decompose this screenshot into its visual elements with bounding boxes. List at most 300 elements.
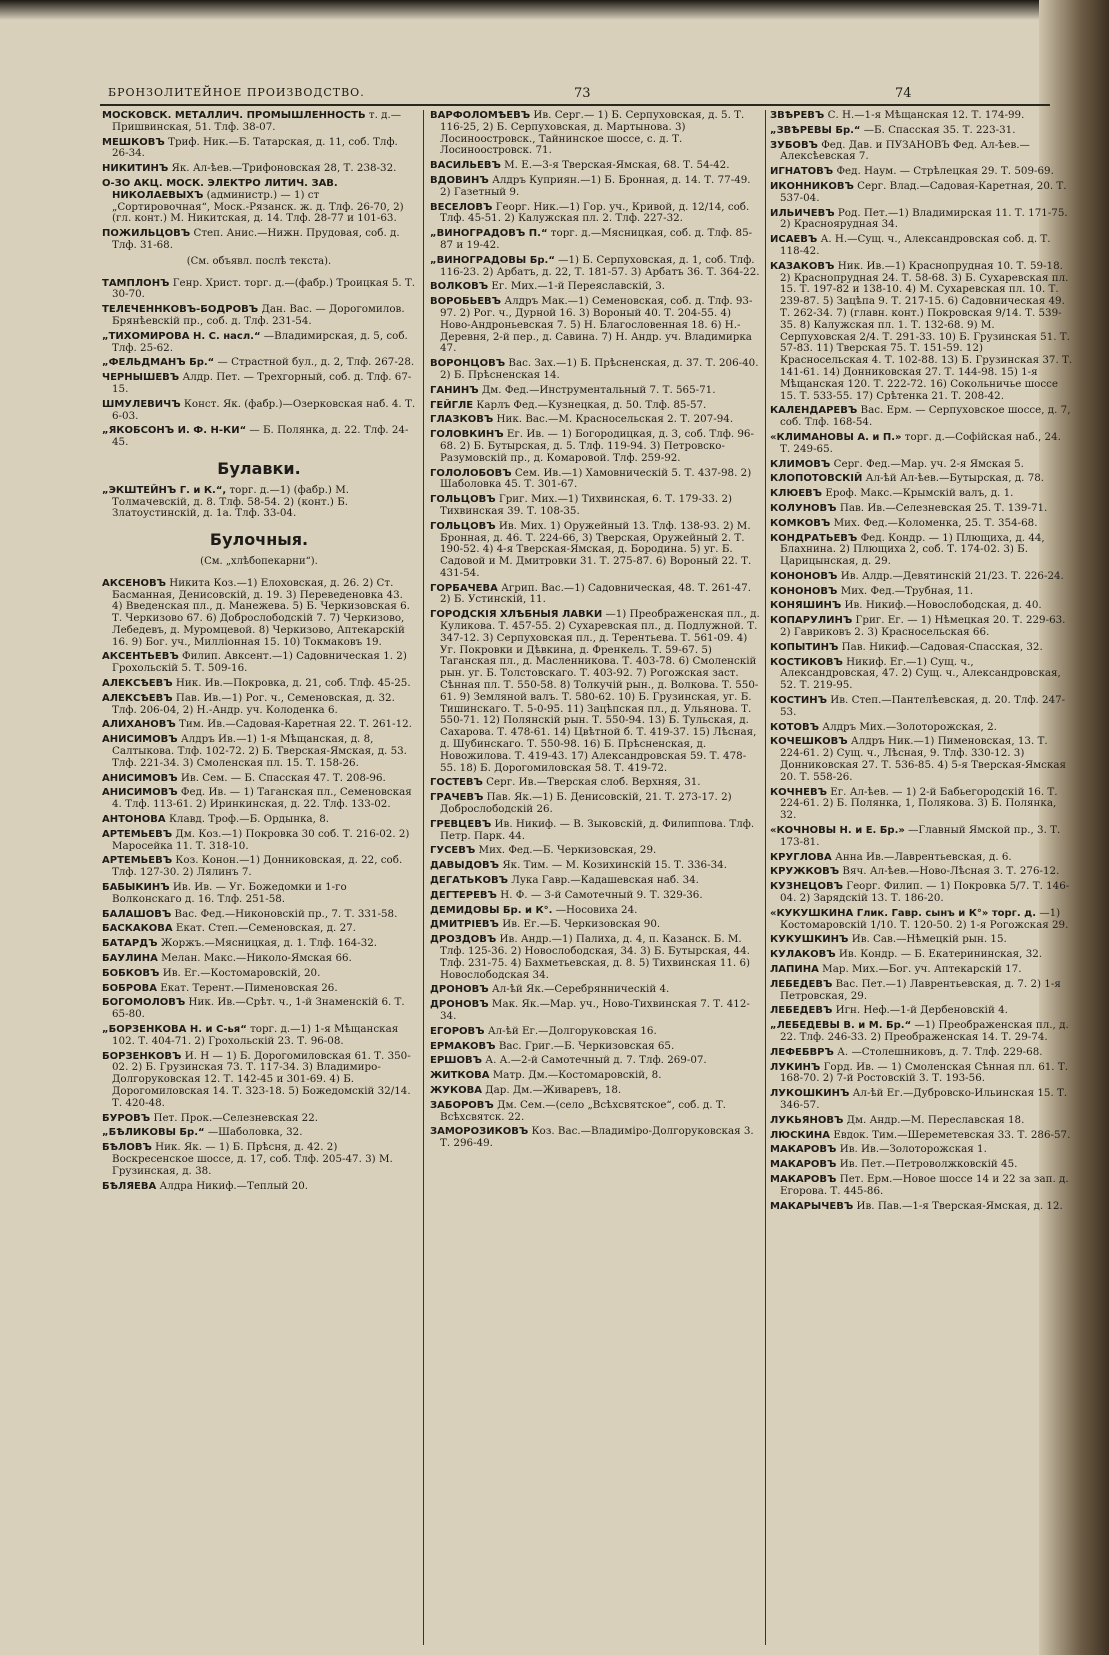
directory-entry xyxy=(430,1126,760,1150)
entry-details: Мар. Мих.—Бог. уч. Аптекарскій 17. xyxy=(818,963,1022,975)
entry-name: „ЯКОБСОНЪ И. Ф. Н-КИ“ xyxy=(102,425,247,437)
directory-entry xyxy=(430,468,760,492)
entry-details: Ив. Сав.—Нѣмецкій рын. 15. xyxy=(848,933,1007,946)
directory-entry xyxy=(102,773,416,785)
entry-details: Пав. Ив.—Селезневская 25. Т. 139-71. xyxy=(836,501,1048,514)
directory-entry xyxy=(430,875,760,887)
directory-entry xyxy=(102,719,416,731)
entry-details: Дм. Андр.—М. Переславская 18. xyxy=(843,1113,1025,1126)
entry-name: ЗУБОВЪ xyxy=(770,139,818,151)
entry-name: ДЕГАТЬКОВЪ xyxy=(430,875,508,887)
directory-entry xyxy=(770,1201,1074,1213)
entry-details: Ег. Мих.—1-й Переяславскій, 3. xyxy=(488,280,666,293)
entry-details: Григ. Мих.—1) Тихвинская, 6. Т. 179-33. 2) Тихвинская 39. Т. 108-35. xyxy=(440,493,733,517)
entry-name: „ЗВѢРЕВЫ Бр.“ xyxy=(770,124,861,136)
entry-details: Ал-ѣй Ег.—Долгоруковская 16. xyxy=(484,1024,657,1037)
entry-name: „БОРЗЕНКОВА Н. и С-ья“ xyxy=(102,1024,247,1035)
entry-details: Ив. Ив. — Уг. Божедомки и 1-го Волконскаго д. 16. Тлф. 251-58. xyxy=(112,881,347,905)
entry-details: Н. Ф. — 3-й Самотечный 9. Т. 329-36. xyxy=(496,888,703,901)
entry-name: О-ЗО АКЦ. МОСК. ЭЛЕКТРО ЛИТИЧ. ЗАВ. НИКОЛАЕВЫХЪ xyxy=(102,177,338,201)
entry-name: ДРОНОВЪ xyxy=(430,999,489,1011)
directory-entry xyxy=(102,968,416,980)
entry-details: Алдръ Куприян.—1) Б. Бронная, д. 14. Т. 77-49. 2) Газетный 9. xyxy=(440,173,751,198)
directory-entry xyxy=(770,488,1074,500)
entry-details: Мих. Фед.—Б. Черкизовская, 29. xyxy=(475,844,657,857)
entries-metal-industry xyxy=(102,110,416,252)
entry-name: ГОЛЬЦОВЪ xyxy=(430,520,496,532)
entry-details: Коз. Вас.—Владиміро-Долгоруковская 3. Т. 296-49. xyxy=(440,1125,754,1150)
entry-name: ГРАЧЕВЪ xyxy=(430,792,484,804)
entry-details: Григ. Ег. — 1) Нѣмецкая 20. Т. 229-63. 2) Гавриковъ 2. 3) Красносельская 66. xyxy=(780,614,1066,639)
entry-name: КУКУШКИНЪ xyxy=(770,934,849,946)
entry-details: Ник. Ив.—1) Краснопрудная 10. Т. 59-18. 2) Краснопрудная 24. Т. 58-68. 3) Б. Сухаревская пл. 15. Т. 197-82 и 138-10. 4) М. Сухаревская пл. 10. Т. 239-87. 5) Зацѣпа 9. Т. 217-15. 6) Садовническая 49. Т. 262-34. 7) (главн. конт.) Покровская 9/14. Т. 539-35. 8) Калужская пл. 1. Т. 132-68. 9) М. Серпуховская 2/4. Т. 291-33. 10) Б. Грузинская 51. Т. 57-83. 11) Тверская 75. Т. 151-59. 12) Красносельская 4. Т. 102-88. 13) Б. Грузинская 37. Т. 141-61. 14) Донниковская 27. Т. 144-98. 15) 1-я Мѣщанская 120. Т. 222-72. 16) Сокольничье шоссе 15. Т. 533-55. 17) Срѣтенка 21. Т. 208-42. xyxy=(780,259,1073,402)
entry-details: Никита Коз.—1) Елоховская, д. 26. 2) Ст. Басманная, Денисовскій, д. 19. 3) Переведеновка 43. 4) Введенская пл., д. Манежева. 5) Б. Черкизовская 6. Т. Черкизово 67. 6) Доброслободскій 7. 7) Черкизово, Лебедевъ, д. Муромцевой. 8) Черкизово, Аптекарскій 16. 9) Бог. уч., Милліонная 15. 10) Токмаковъ 19. xyxy=(112,576,410,648)
entry-details: —1) Преображенская пл., д. Куликова. Т. 457-55. 2) Сухаревская пл., д. Подлужной. Т. 347-12. 3) Серпуховская пл., д. Терентьева. Т. 561-09. 4) Уг. Покровки и Дѣвкина, д. Френкель. Т. 59-67. 5) Таганская пл., д. Масленникова. Т. 403-78. 6) Смоленскій рын. уг. Б. Толстовскаго. Т. 403-92. 7) Рогожская заст. Сѣнная пл. Т. 550-58. 8) Толкучій рын., д. Волкова. Т. 550-61. 9) Земляной валъ. Т. 580-62. 10) Б. Грузинская, уг. Б. Тишинскаго. Т. 5-0-95. 11) Зацѣпская пл., д. Ульянова. Т. 550-71. 12) Полянскій рын. Т. 550-94. 13) Б. Тульская, д. Сахарова. Т. 478-61. 14) Цвѣтной б. Т. 419-37. 15) Лѣсная, д. Шубинскаго. Т. 550-98. 16) Б. Прѣсненская, д. Новожилова. Т. 419-43. 17) Александровская 59. Т. 478-55. 18) Б. Дорогомиловская 58. Т. 419-72. xyxy=(440,608,760,774)
directory-entry xyxy=(430,792,760,816)
entry-details: Екат. Степ.—Семеновская, д. 27. xyxy=(172,922,356,935)
entry-details: С. Н.—1-я Мѣщанская 12. Т. 174-99. xyxy=(824,110,1025,121)
directory-entry xyxy=(102,163,416,175)
entry-details: И. Н — 1) Б. Дорогомиловская 61. Т. 350-02. 2) Б. Грузинская 73. Т. 117-34. 3) Владимиро-Долгоруковская 12. Т. 142-45 и 301-69. 4) Б. Дорогомиловская 14. Т. 323-18. 5) Божедомскій 32/14. Т. 420-48. xyxy=(112,1049,411,1109)
entry-details: Алдръ Мак.—1) Семеновская, соб. д. Тлф. 93-97. 2) Рог. ч., Дурной 16. 3) Вороный 40. Т. 204-55. 4) Ново-Андроньевская 7. 5) Н. Благословенная 18. 6) Н.-Деревня, 2-й пер., д. Савина. 7) Н. Андр. уч. Владимирка 47. xyxy=(440,295,753,355)
directory-entry xyxy=(102,278,416,302)
directory-entry xyxy=(102,1113,416,1125)
entries-bulavki xyxy=(102,485,416,520)
directory-entry xyxy=(102,882,416,906)
directory-entry xyxy=(102,693,416,717)
column-rule-2 xyxy=(765,110,766,1645)
directory-entry xyxy=(430,1100,760,1124)
directory-entry xyxy=(102,938,416,950)
entry-details: М. Е.—3-я Тверская-Ямская, 68. Т. 54-42. xyxy=(500,159,730,172)
entry-name: «КОЧНОВЫ Н. и Е. Бр.» xyxy=(770,825,905,837)
entry-details: Ив. Ег.—Б. Черкизовская 90. xyxy=(498,918,661,931)
entry-name: КОНОНОВЪ xyxy=(770,585,838,597)
directory-entry xyxy=(770,503,1074,515)
entry-name: ВОРОНЦОВЪ xyxy=(430,358,506,370)
column-3 xyxy=(770,110,1074,1645)
entry-name: БОБРОВА xyxy=(102,982,157,994)
entry-details: Ал-ѣй Ал-ѣев.—Бутырская, д. 78. xyxy=(862,472,1045,485)
entry-name: ЗВѢРЕВЪ xyxy=(770,110,825,121)
entry-details: А. А.—2-й Самотечный д. 7. Тлф. 269-07. xyxy=(482,1054,707,1067)
entry-details: Алдръ Мих.—Золоторожская, 2. xyxy=(819,720,997,733)
directory-entry xyxy=(430,281,760,293)
directory-entry xyxy=(770,571,1074,583)
entry-name: МОСКОВСК. МЕТАЛЛИЧ. ПРОМЫШЛЕННОСТЬ xyxy=(102,110,366,121)
running-title: БРОНЗОЛИТЕЙНОЕ ПРОИЗВОДСТВО. xyxy=(108,86,365,99)
entry-name: ЕРМАКОВЪ xyxy=(430,1040,496,1052)
entry-details: —Главный Ямской пр., 3. Т. 173-81. xyxy=(780,824,1061,848)
entry-details: Карлъ Фед.—Кузнецкая, д. 50. Тлф. 85-57. xyxy=(473,398,707,411)
entry-details: Коз. Конон.—1) Донниковская, д. 22, соб. Тлф. 127-30. 2) Лялинъ 7. xyxy=(112,854,403,879)
directory-entry xyxy=(430,999,760,1023)
directory-entry xyxy=(430,228,760,252)
entry-name: БАЛАШОВЪ xyxy=(102,908,172,920)
entry-details: Ив. Никиф. — В. Зыковскій, д. Филиппова. Тлф. Петр. Парк. 44. xyxy=(440,817,755,842)
directory-entry xyxy=(770,979,1074,1003)
entry-name: АРТЕМЬЕВЪ xyxy=(102,855,173,867)
entry-name: ЛУКОШКИНЪ xyxy=(770,1088,850,1100)
entry-details: Пав. Ив.—1) Рог. ч., Семеновская, д. 32. Тлф. 206-04, 2) Н.-Андр. уч. Колоденка 6. xyxy=(112,691,395,716)
directory-entry xyxy=(770,600,1074,612)
directory-entry xyxy=(770,1062,1074,1086)
entry-name: КОЛУНОВЪ xyxy=(770,502,837,514)
entry-details: Мих. Фед.—Коломенка, 25. Т. 354-68. xyxy=(830,516,1038,529)
entry-details: Вас. Ерм. — Серпуховское шоссе, д. 7, соб. Тлф. 168-54. xyxy=(780,404,1071,429)
directory-entry xyxy=(102,399,416,423)
directory-entry xyxy=(430,845,760,857)
entry-name: КЛЮЕВЪ xyxy=(770,488,823,500)
entry-details: Сем. Ив.—1) Хамовническій 5. Т. 437-98. 2) Шаболовка 45. Т. 301-67. xyxy=(440,466,752,491)
directory-entry xyxy=(770,1159,1074,1171)
entry-name: МЕШКОВЪ xyxy=(102,136,165,148)
entry-details: Ив. Сем. — Б. Спасская 47. Т. 208-96. xyxy=(177,771,386,784)
entry-name: ТАМПЛОНЪ xyxy=(102,277,170,289)
entry-details: Ив. Ег.—Костомаровскій, 20. xyxy=(159,966,321,979)
entry-name: АЛЕКСѢЕВЪ xyxy=(102,692,173,704)
entry-name: КАЛЕНДАРЕВЪ xyxy=(770,405,858,417)
directory-entry xyxy=(102,304,416,328)
entry-details: Фед. Дав. и ПУЗАНОВЪ Фед. Ал-ѣев.—Алексѣевская 7. xyxy=(780,138,1030,163)
entry-details: т. д.—Пришвинская, 51. Тлф. 38-07. xyxy=(112,110,402,133)
page-number-right: 74 xyxy=(895,86,912,101)
entry-details: Клавд. Троф.—Б. Ордынка, 8. xyxy=(165,813,330,826)
entry-details: Алдръ Ник.—1) Пименовская, 13. Т. 224-61. 2) Сущ. ч., Лѣсная, 9. Тлф. 330-12. 3) Донниковская 27. Т. 536-85. 4) 5-я Тверская-Ямская 20. Т. 558-26. xyxy=(780,735,1067,783)
directory-entry xyxy=(102,678,416,690)
entry-details: —1) Костомаровскій 1/10. Т. 120-50. 2) 1-я Рогожская 29. xyxy=(780,906,1069,931)
entry-details: Ив. Кондр. — Б. Екатерининская, 32. xyxy=(835,948,1043,961)
directory-entry xyxy=(102,997,416,1021)
entry-name: „ЭКШТЕЙНЪ Г. и К.“, xyxy=(102,484,227,496)
entry-name: „БѢЛИКОВЫ Бр.“ xyxy=(102,1127,205,1139)
entry-details: Тим. Ив.—Садовая-Каретная 22. Т. 261-12. xyxy=(175,718,412,731)
directory-entry xyxy=(770,736,1074,783)
entry-details: Як. Ал-ѣев.—Трифоновская 28, Т. 238-32. xyxy=(168,162,397,175)
entry-details: Горд. Ив. — 1) Смоленская Сѣнная пл. 61. Т. 168-70. 2) 7-й Ростовскій 3. Т. 193-56. xyxy=(780,1060,1068,1085)
header-rule xyxy=(100,104,1050,106)
directory-entry xyxy=(770,181,1074,205)
entry-details: Триф. Ник.—Б. Татарская, д. 11, соб. Тлф. 26-34. xyxy=(112,135,398,160)
entry-details: торг. д.—1) (фабр.) М. Толмачевскій, д. 8. Тлф. 58-54. 2) (конт.) Б. Златоустинскій, д. 1а. Тлф. 33-04. xyxy=(112,483,350,520)
directory-entry xyxy=(430,583,760,607)
entry-name: ВЕСЕЛОВЪ xyxy=(430,201,493,213)
directory-entry xyxy=(102,178,416,225)
entry-details: Пав. Як.—1) Б. Денисовскій, 21. Т. 273-17. 2) Доброслободскій 26. xyxy=(440,791,732,816)
directory-entry xyxy=(430,110,760,157)
entry-name: КОНОНОВЪ xyxy=(770,570,838,582)
entry-name: ЕРШОВЪ xyxy=(430,1055,483,1067)
directory-entry xyxy=(430,1026,760,1038)
entry-details: Мих. Фед.—Трубная, 11. xyxy=(837,584,974,597)
directory-entry xyxy=(770,866,1074,878)
entry-name: ДРОЗДОВЪ xyxy=(430,934,497,946)
directory-entry xyxy=(770,208,1074,232)
directory-entry xyxy=(430,1085,760,1097)
entry-details: —Шаболовка, 32. xyxy=(204,1126,303,1139)
directory-entry xyxy=(430,160,760,172)
directory-entry xyxy=(102,137,416,161)
entry-details: Вас. Фед.—Никоновскій пр., 7. Т. 331-58. xyxy=(171,907,398,920)
directory-entry xyxy=(430,429,760,464)
entry-details: —1) Б. Серпуховская, д. 1, соб. Тлф. 116-23. 2) Арбатъ, д. 22, Т. 181-57. 3) Арбатъ 36. Т. 364-22. xyxy=(440,253,760,278)
entry-name: ГЕЙГЛЕ xyxy=(430,399,474,411)
entry-details: Мак. Як.—Мар. уч., Ново-Тихвинская 7. Т. 412-34. xyxy=(440,998,750,1022)
directory-entry xyxy=(430,358,760,382)
entry-details: Фед. Наум. — Стрѣлецкая 29. Т. 509-69. xyxy=(833,165,1054,178)
directory-entry xyxy=(770,234,1074,258)
entry-name: БОРЗЕНКОВЪ xyxy=(102,1050,182,1062)
entry-name: ТЕЛЕЧЕННКОВЪ-БОДРОВЪ xyxy=(102,304,259,316)
entry-details: Алдр. Пет. — Трехгорный, соб. д. Тлф. 67-15. xyxy=(112,371,412,395)
entry-name: АЛИХАНОВЪ xyxy=(102,719,176,731)
directory-entry xyxy=(430,255,760,279)
directory-entry xyxy=(770,459,1074,471)
entry-details: Ив. Серг.— 1) Б. Серпуховская, д. 5. Т. 116-25, 2) Б. Серпуховская, д. Мартынова. 3) Лосиноостровск., Тайнинское шоссе, с. д. Т. Лосиноостровск. 71. xyxy=(440,110,745,157)
directory-entry xyxy=(102,787,416,811)
entry-name: КОЧЕШКОВЪ xyxy=(770,736,848,748)
directory-entry xyxy=(102,110,416,134)
entry-details: Род. Пет.—1) Владимирская 11. Т. 171-75. 2) Красноярудная 34. xyxy=(780,206,1068,231)
entry-name: ГЛАЗКОВЪ xyxy=(430,414,494,426)
directory-entry xyxy=(430,1070,760,1082)
column-1 xyxy=(102,110,416,1645)
directory-entry xyxy=(430,890,760,902)
entry-details: Ник. Вас.—М. Красносельская 2. Т. 207-94. xyxy=(493,413,734,426)
directory-entry xyxy=(102,983,416,995)
note-see-bakeries: (См. „хлѣбопекарни“). xyxy=(200,555,318,567)
entry-name: ВОЛКОВЪ xyxy=(430,281,489,293)
directory-entry xyxy=(102,814,416,826)
entry-name: ЖУКОВА xyxy=(430,1084,482,1096)
directory-entry xyxy=(770,949,1074,961)
directory-entry xyxy=(102,425,416,449)
entry-name: НИКИТИНЪ xyxy=(102,163,169,175)
entry-name: МАКАРОВЪ xyxy=(770,1173,837,1185)
entry-details: Филип. Авксент.—1) Садовническая 1. 2) Грохольскій 5. Т. 509-16. xyxy=(112,650,407,675)
entry-details: Агрип. Вас.—1) Садовническая, 48. Т. 261-47. 2) Б. Устинскій, 11. xyxy=(440,581,751,606)
directory-entry xyxy=(770,722,1074,734)
directory-entry xyxy=(430,777,760,789)
entry-name: „ТИХОМИРОВА Н. С. насл.“ xyxy=(102,330,261,342)
entry-name: ДЕГТЕРЕВЪ xyxy=(430,889,497,901)
entry-name: ДАВЫДОВЪ xyxy=(430,860,500,872)
directory-entry xyxy=(770,110,1074,122)
entry-details: Ив. Степ.—Пантелѣевская, д. 20. Тлф. 247-53. xyxy=(780,694,1066,718)
directory-entry xyxy=(430,414,760,426)
entry-name: ИКОННИКОВЪ xyxy=(770,180,854,192)
entry-name: ЕГОРОВЪ xyxy=(430,1025,485,1037)
entry-details: Фед. Кондр. — 1) Плющиха, д. 44, Блахнина. 2) Плющиха 2, соб. Т. 174-02. 3) Б. Царицынская, д. 29. xyxy=(780,531,1045,568)
entry-name: МАКАРОВЪ xyxy=(770,1159,837,1171)
entry-name: КОСТИНЪ xyxy=(770,695,827,707)
entry-name: ГАНИНЪ xyxy=(430,384,479,396)
entry-details: Анна Ив.—Лаврентьевская, д. 6. xyxy=(831,850,1012,863)
entries-bulochnye xyxy=(102,578,416,1193)
entry-details: —1) Преображенская пл., д. 22. Тлф. 246-33. 2) Преображенская 14. Т. 29-74. xyxy=(780,1019,1069,1043)
directory-entry xyxy=(102,1127,416,1139)
entry-name: АНИСИМОВЪ xyxy=(102,734,178,746)
directory-entry xyxy=(102,1051,416,1110)
entry-name: КОЧНЕВЪ xyxy=(770,786,827,798)
entry-details: Серг. Ив.—Тверская слоб. Верхняя, 31. xyxy=(482,776,701,789)
entry-name: АРТЕМЬЕВЪ xyxy=(102,828,173,840)
entry-name: БАТАРДЪ xyxy=(102,938,158,950)
entry-name: ГОРОДСКІЯ ХЛѢБНЫЯ ЛАВКИ xyxy=(430,609,603,621)
entry-name: МАКАРОВЪ xyxy=(770,1144,837,1156)
directory-entry xyxy=(770,881,1074,905)
entry-details: Дм. Фед.—Инструментальный 7. Т. 565-71. xyxy=(478,383,716,396)
entry-details: Фед. Ив. — 1) Таганская пл., Семеновская 4. Тлф. 113-61. 2) Иринкинская, д. 22. Тлф. 133-02. xyxy=(112,786,412,811)
entry-details: Серг. Фед.—Мар. уч. 2-я Ямская 5. xyxy=(830,457,1024,470)
directory-entry xyxy=(430,175,760,199)
entry-name: ИСАЕВЪ xyxy=(770,234,818,246)
entry-details: — Б. Полянка, д. 22. Тлф. 24-45. xyxy=(112,424,409,449)
entry-details: Ив. Никиф.—Новослободская, д. 40. xyxy=(841,599,1042,612)
entry-name: БАБЫКИНЪ xyxy=(102,882,170,894)
directory-entry xyxy=(102,372,416,396)
entry-details: Ал-ѣй Як.—Серебрянническій 4. xyxy=(488,983,670,996)
directory-entry xyxy=(102,485,416,520)
entry-details: (администр.) — 1) ст „Сортировочная“, Моск.-Рязанск. ж. д. Тлф. 26-70, 2) (гл. конт.) М. Никитская, д. 14. Тлф. 28-77 и 101-63. xyxy=(112,188,404,225)
entry-details: Генр. Христ. торг. д.—(фабр.) Троицкая 5. Т. 30-70. xyxy=(112,276,416,301)
directory-entry xyxy=(102,855,416,879)
directory-entry xyxy=(770,657,1074,692)
entry-details: торг. д.—Мясницкая, соб. д. Тлф. 85-87 и 19-42. xyxy=(440,227,753,251)
entry-name: КЛИМОВЪ xyxy=(770,458,831,470)
entry-details: Вас. Пет.—1) Лаврентьевская, д. 7. 2) 1-я Петровская, 29. xyxy=(780,977,1061,1002)
entry-name: ГОЛОВКИНЪ xyxy=(430,429,504,441)
entry-details: Мелан. Макс.—Николо-Ямская 66. xyxy=(157,952,352,965)
entry-details: Серг. Влад.—Садовая-Каретная, 20. Т. 537-04. xyxy=(780,179,1067,204)
entry-name: АКСЕНТЬЕВЪ xyxy=(102,651,179,663)
directory-entry xyxy=(770,1020,1074,1044)
entry-name: „ВИНОГРАДОВЪ П.“ xyxy=(430,228,548,240)
directory-entry xyxy=(102,1181,416,1193)
directory-entry xyxy=(770,533,1074,568)
entry-name: АНТОНОВА xyxy=(102,814,166,826)
entry-name: КРУЖКОВЪ xyxy=(770,866,840,878)
entry-details: Никиф. Ег.—1) Сущ. ч., Александровская, 47. 2) Сущ. ч., Александровская, 52. Т. 219-95. xyxy=(780,655,1061,692)
entry-name: ГРЕВЦЕВЪ xyxy=(430,818,492,830)
directory-entry xyxy=(770,787,1074,822)
entry-name: ВДОВИНЪ xyxy=(430,174,489,186)
directory-entry xyxy=(430,385,760,397)
directory-entry xyxy=(770,825,1074,849)
entry-name: КАЗАКОВЪ xyxy=(770,260,835,272)
entry-name: АКСЕНОВЪ xyxy=(102,577,166,589)
entry-name: ЛЕБЕДЕВЪ xyxy=(770,978,833,990)
entry-details: Ив. Пав.—1-я Тверская-Ямская, д. 12. xyxy=(853,1199,1063,1212)
entry-details: Игн. Неф.—1-й Дербеновскій 4. xyxy=(832,1004,1008,1017)
entry-name: «КЛИМАНОВЫ А. и П.» xyxy=(770,431,902,443)
entry-details: Ег. Ал-ѣев. — 1) 2-й Бабьегородскій 16. Т. 224-61. 2) Б. Полянка, 1, Полякова. 3) Б. Полянка, 32. xyxy=(780,785,1058,822)
page-shadow xyxy=(0,0,1109,20)
entry-name: „ФЕЛЬДМАНЪ Бр.“ xyxy=(102,357,215,369)
entry-details: Ив. Андр.—1) Палиха, д. 4, п. Казанск. Б. М. Тлф. 125-36. 2) Новослободская, 34. 3) Б. Бутырская, 44. Тлф. 231-75. 4) Бахметьевская, д. 8. 5) Тихвинская 11. 6) Новослободская 34. xyxy=(440,933,751,981)
entry-details: Ив. Алдр.—Девятинскій 21/23. Т. 226-24. xyxy=(837,569,1064,582)
directory-entry xyxy=(430,609,760,774)
directory-entry xyxy=(770,964,1074,976)
directory-entry xyxy=(430,984,760,996)
directory-entry xyxy=(770,432,1074,456)
entry-name: ЗАБОРОВЪ xyxy=(430,1099,494,1111)
entry-name: ЛУКИНЪ xyxy=(770,1061,821,1073)
directory-entry xyxy=(430,1055,760,1067)
entries-metal-industry-cont xyxy=(102,278,416,449)
section-heading-bulochnye: Булочныя. xyxy=(209,530,309,550)
column-2 xyxy=(430,110,760,1645)
entry-name: ГУСЕВЪ xyxy=(430,845,476,857)
directory-entry xyxy=(770,1174,1074,1198)
entry-details: Пав. Никиф.—Садовая-Спасская, 32. xyxy=(838,640,1043,653)
entry-details: Вас. Зах.—1) Б. Прѣсненская, д. 37. Т. 206-40. 2) Б. Прѣсненская 14. xyxy=(440,357,759,381)
directory-entry xyxy=(770,695,1074,719)
entry-details: Вас. Григ.—Б. Черкизовская 65. xyxy=(495,1039,675,1052)
entry-name: „ЛЕБЕДЕВЫ В. и М. Бр.“ xyxy=(770,1020,912,1032)
directory-entry xyxy=(430,296,760,355)
directory-entry xyxy=(430,202,760,226)
entry-name: КРУГЛОВА xyxy=(770,851,832,863)
entry-name: ЛАПИНА xyxy=(770,964,819,975)
entry-details: А. Н.—Сущ. ч., Александровская соб. д. Т. 118-42. xyxy=(780,233,1051,257)
entry-name: ЧЕРНЫШЕВЪ xyxy=(102,372,180,384)
directory-entry xyxy=(770,140,1074,164)
entry-details: Екат. Терент.—Пименовская 26. xyxy=(156,981,338,994)
entry-name: ВАРФОЛОМѢЕВЪ xyxy=(430,110,531,121)
entry-name: АЛЕКСѢЕВЪ xyxy=(102,678,173,690)
entry-details: Конст. Як. (фабр.)—Озерковская наб. 4. Т. 6-03. xyxy=(112,397,416,422)
directory-entry xyxy=(770,908,1074,932)
entry-name: ГОЛОЛОБОВЪ xyxy=(430,467,512,479)
entry-details: Матр. Дм.—Костомаровскій, 8. xyxy=(489,1069,662,1082)
directory-entry xyxy=(102,651,416,675)
directory-entry xyxy=(102,357,416,369)
entry-details: Дм. Сем.—(село „Всѣхсвятское“, соб. д. Т. Всѣхсвятск. 22. xyxy=(440,1098,726,1123)
entry-name: КОСТИКОВЪ xyxy=(770,656,843,668)
entry-name: КОМКОВЪ xyxy=(770,517,831,529)
entry-details: Пет. Прок.—Селезневская 22. xyxy=(150,1111,319,1124)
entry-name: АНИСИМОВЪ xyxy=(102,772,178,784)
entry-name: ИЛЬИЧЕВЪ xyxy=(770,207,835,219)
entry-name: КУЗНЕЦОВЪ xyxy=(770,881,843,893)
entry-name: ЛУКЬЯНОВЪ xyxy=(770,1114,844,1126)
directory-entry xyxy=(430,1041,760,1053)
directory-entry xyxy=(430,860,760,872)
directory-entry xyxy=(430,494,760,518)
entry-name: ДРОНОВЪ xyxy=(430,984,489,996)
entry-details: Дар. Дм.—Живаревъ, 18. xyxy=(482,1083,622,1096)
entry-name: ГОЛЬЦОВЪ xyxy=(430,494,496,506)
entry-details: Георг. Ник.—1) Гор. уч., Кривой, д. 12/14, соб. Тлф. 45-51. 2) Калужская пл. 2. Тлф. 227-32. xyxy=(440,200,750,225)
entry-name: КОПЫТИНЪ xyxy=(770,641,839,653)
directory-entry xyxy=(430,934,760,981)
directory-entry xyxy=(770,1047,1074,1059)
entry-details: Алдръ Ив.—1) 1-я Мѣщанская, д. 8, Салтыкова. Тлф. 102-72. 2) Б. Тверская-Ямская, д. 53. Тлф. 221-34. 3) Смоленская пл. 15. Т. 158-26. xyxy=(112,733,407,769)
directory-entry xyxy=(770,405,1074,429)
directory-entry xyxy=(770,642,1074,654)
entry-name: ИГНАТОВЪ xyxy=(770,166,834,178)
entry-name: КОПАРУЛИНЪ xyxy=(770,615,853,627)
entry-details: торг. д.—Софійская наб., 24. Т. 249-65. xyxy=(780,430,1061,455)
directory-entry xyxy=(430,905,760,917)
entry-details: —Б. Спасская 35. Т. 223-31. xyxy=(860,123,1016,136)
entry-name: ШМУЛЕВИЧЪ xyxy=(102,398,181,410)
entry-name: ЛЕБЕДЕВЪ xyxy=(770,1005,833,1017)
entry-details: Алдра Никиф.—Теплый 20. xyxy=(156,1179,309,1192)
note-see-ads: (См. объявл. послѣ текста). xyxy=(186,255,332,267)
directory-entry xyxy=(102,331,416,355)
